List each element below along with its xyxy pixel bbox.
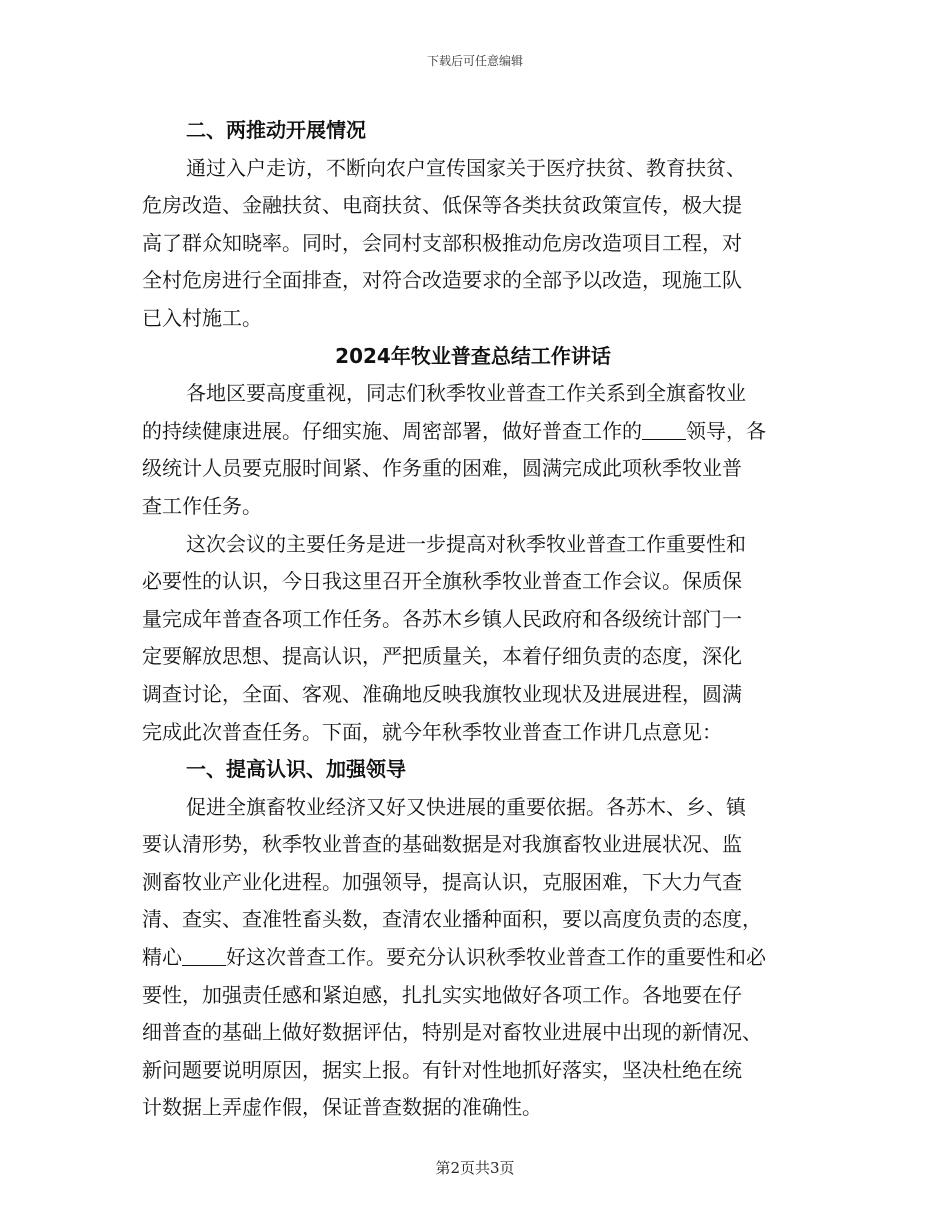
paragraph-line: 量完成年普查各项工作任务。各苏木乡镇人民政府和各级统计部门一 (142, 606, 742, 631)
paragraph-line: 高了群众知晓率。同时，会同村支部积极推动危房改造项目工程，对 (142, 230, 742, 255)
fill-in-blank (642, 417, 686, 440)
paragraph-line: 定要解放思想、提高认识，严把质量关，本着仔细负责的态度，深化 (142, 644, 742, 669)
page-footer: 第2页共3页 (435, 1159, 515, 1177)
line-text: 精心 (142, 945, 182, 970)
paragraph-line: 测畜牧业产业化进程。加强领导，提高认识，克服困难，下大力气查 (142, 869, 742, 894)
line-text: 的持续健康进展。仔细实施、周密部署，做好普查工作的 (142, 418, 642, 443)
paragraph-line (142, 413, 804, 451)
line-text: 领导，各 (686, 418, 766, 443)
line-text: 好这次普查工作。要充分认识秋季牧业普查工作的重要性和必 (226, 945, 766, 970)
paragraph-line: 促进全旗畜牧业经济又好又快进展的重要依据。各苏木、乡、镇 (186, 794, 746, 819)
paragraph-line: 要性，加强责任感和紧迫感，扎扎实实地做好各项工作。各地要在仔 (142, 982, 742, 1007)
paragraph-line: 必要性的认识，今日我这里召开全旗秋季牧业普查工作会议。保质保 (142, 569, 742, 594)
paragraph-line: 已入村施工。 (142, 305, 262, 330)
paragraph-line: 细普查的基础上做好数据评估，特别是对畜牧业进展中出现的新情况、 (142, 1020, 762, 1045)
paragraph-line: 调查讨论，全面、客观、准确地反映我旗牧业现状及进展进程，圆满 (142, 681, 742, 706)
page-header: 下载后可任意编辑 (426, 54, 523, 68)
paragraph-line: 查工作任务。 (142, 493, 262, 518)
paragraph-line: 清、查实、查准牲畜头数，查清农业播种面积，要以高度负责的态度， (142, 907, 762, 932)
fill-in-blank (182, 943, 226, 966)
paragraph-line: 完成此次普查任务。下面，就今年秋季牧业普查工作讲几点意见： (142, 719, 722, 744)
paragraph-line: 级统计人员要克服时间紧、作务重的困难，圆满完成此项秋季牧业普 (142, 456, 742, 481)
paragraph-line: 通过入户走访，不断向农户宣传国家关于医疗扶贫、教育扶贫、 (186, 155, 746, 180)
paragraph-line: 要认清形势，秋季牧业普查的基础数据是对我旗畜牧业进展状况、监 (142, 832, 742, 857)
paragraph-line: 新问题要说明原因，据实上报。有针对性地抓好落实，坚决杜绝在统 (142, 1057, 742, 1082)
document-title: 2024年牧业普查总结工作讲话 (335, 343, 611, 368)
section-heading: 二、两推动开展情况 (186, 118, 366, 142)
paragraph-line: 全村危房进行全面排查，对符合改造要求的全部予以改造，现施工队 (142, 268, 742, 293)
paragraph-line: 危房改造、金融扶贫、电商扶贫、低保等各类扶贫政策宣传，极大提 (142, 193, 742, 218)
section-heading: 一、提高认识、加强领导 (186, 757, 406, 782)
paragraph-line: 各地区要高度重视，同志们秋季牧业普查工作关系到全旗畜牧业 (186, 381, 746, 406)
paragraph-line (142, 939, 804, 977)
document-body (142, 112, 804, 1127)
paragraph-line: 计数据上弄虚作假，保证普查数据的准确性。 (142, 1095, 542, 1120)
paragraph-line: 这次会议的主要任务是进一步提高对秋季牧业普查工作重要性和 (186, 531, 746, 556)
